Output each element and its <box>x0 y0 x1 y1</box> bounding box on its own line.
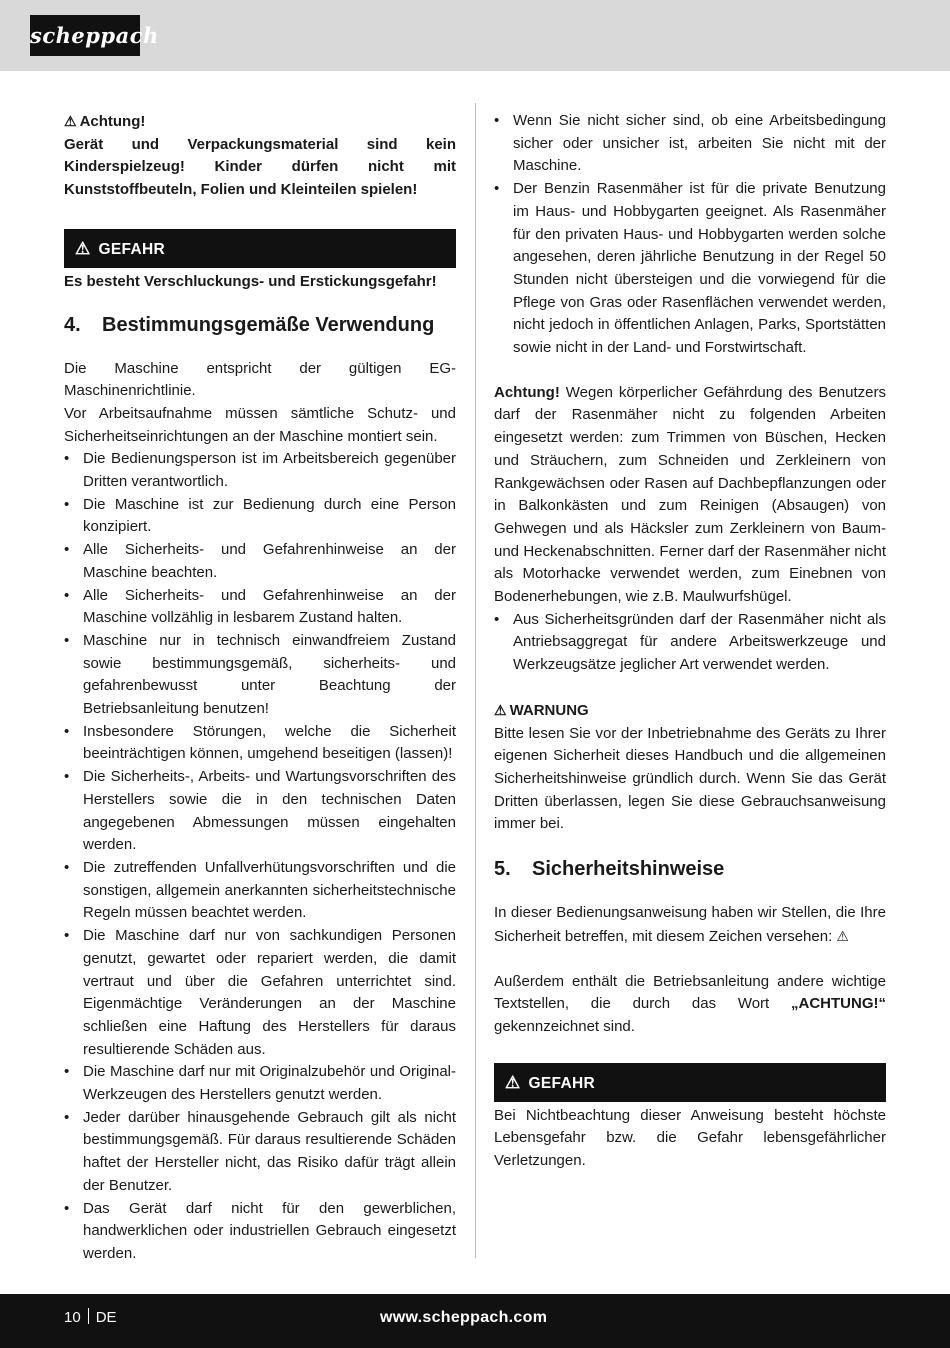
achtung-paragraph <box>494 382 886 609</box>
list-item: • Das Gerät darf nicht für den gewerblichen, handwerklichen oder industriellen Gebrauch eingesetzt werden. <box>64 1198 456 1266</box>
paragraph <box>494 902 886 948</box>
paragraph: Die Maschine entspricht der gültigen EG-Maschinenrichtlinie. <box>64 359 456 400</box>
list-item: • Aus Sicherheitsgründen darf der Rasenmäher nicht als Antriebsaggregat für andere Arbeitswerkzeuge und Werkzeugsätze jeglicher Art verwendet werden. <box>494 609 886 677</box>
page-number: 10 <box>64 1309 81 1326</box>
list-item: • Die Sicherheits-, Arbeits- und Wartungsvorschriften des Herstellers sowie die in den technischen Daten angegebenen Abmessungen müssen eingehalten werden. <box>64 766 456 857</box>
list-item: • Alle Sicherheits- und Gefahrenhinweise an der Maschine vollzählig in lesbarem Zustand halten. <box>64 585 456 630</box>
gefahr-text: Bei Nichtbeachtung dieser Anweisung besteht höchste Lebensgefahr bzw. die Gefahr lebensgefährlicher Verletzungen. <box>494 1106 886 1170</box>
paragraph: Vor Arbeitsaufnahme müssen sämtliche Schutz- und Sicherheitseinrichtungen an der Maschine montiert sein. <box>64 404 456 445</box>
warnung-text: Bitte lesen Sie vor der Inbetriebnahme des Geräts zu Ihrer eigenen Sicherheit dieses Handbuch und die allgemeinen Sicherheitshinweise gründlich durch. Wenn Sie das Gerät Dritten überlassen, legen Sie diese Gebrauchsanweisung immer bei. <box>494 724 886 833</box>
paragraph-text: gekennzeichnet sind. <box>494 1017 635 1035</box>
list-item: • Jeder darüber hinausgehende Gebrauch gilt als nicht bestimmungsgemäß. Für daraus resultierende Schäden haftet der Hersteller nicht, das Risiko dafür trägt allein der Benutzer. <box>64 1107 456 1198</box>
section-title: Sicherheitshinweise <box>532 858 725 881</box>
gefahr-banner <box>64 229 456 268</box>
list-item: • Die Maschine darf nur mit Originalzubehör und Original- Werkzeugen des Herstellers genutzt werden. <box>64 1061 456 1106</box>
paragraph-text: In dieser Bedienungsanweisung haben wir Stellen, die Ihre Sicherheit betreffen, mit diesem Zeichen versehen: <box>494 904 886 945</box>
list-item: • Die Bedienungsperson ist im Arbeitsbereich gegenüber Dritten verantwortlich. <box>64 448 456 493</box>
page-header <box>0 0 950 71</box>
list-item: • Die zutreffenden Unfallverhütungsvorschriften und die sonstigen, allgemein anerkannten sicherheitstechnische Regeln müssen beachtet werden. <box>64 857 456 925</box>
section-heading-5 <box>494 856 886 882</box>
warnung-label: WARNUNG <box>509 701 589 719</box>
list-item: • Die Maschine darf nur von sachkundigen Personen genutzt, gewartet oder repariert werden, die damit vertraut und über die Gefahren unterrichtet sind. Eigenmächtige Veränderungen an der Maschine schließen eine Haftung des Herstellers für daraus resultierende Schäden aus. <box>64 925 456 1061</box>
page-footer <box>0 1294 950 1348</box>
section-title: Bestimmungsgemäße Verwendung <box>102 313 435 336</box>
warning-triangle-icon: ⚠ <box>836 927 849 944</box>
warning-triangle-icon: ⚠ <box>494 701 507 718</box>
achtung-title: Achtung! <box>79 113 146 130</box>
list-item: • Wenn Sie nicht sicher sind, ob eine Arbeitsbedingung sicher oder unsicher ist, arbeiten Sie nicht mit der Maschine. <box>494 110 886 178</box>
achtung-label: Achtung! <box>494 383 560 401</box>
left-column <box>64 110 456 1266</box>
usage-list <box>64 448 456 1265</box>
warnung-heading <box>494 699 886 723</box>
column-divider <box>475 103 476 1258</box>
achtung-text: Wegen körperlicher Gefährdung des Benutzers darf der Rasenmäher nicht zu folgenden Arbeiten eingesetzt werden: zum Trimmen von Büschen, Hecken und Sträuchern, zum Schneiden und Zerkleinern von Rankgewächsen oder Rasen auf Dachbepflanzungen oder in Balkonkästen und zum Reinigen (Absaugen) von Gehwegen und als Häcksler zum Zerkleinern von Baum- und Heckenabschnitten. Ferner darf der Rasenmäher nicht als Motorhacke verwendet werden, zum Einebnen von Bodenerhebungen, wie z.B. Maulwurfshügel. <box>494 383 886 606</box>
gefahr-banner <box>494 1063 886 1102</box>
website-link[interactable]: www.scheppach.com <box>380 1309 548 1326</box>
separator <box>88 1308 89 1324</box>
section-heading-4 <box>64 312 456 338</box>
paragraph <box>494 971 886 1039</box>
warning-triangle-icon: ⚠ <box>64 113 77 129</box>
paragraph-text: Außerdem enthält die Betriebsanleitung andere wichtige Textstellen, die durch das Wort <box>494 972 886 1013</box>
language-code: DE <box>95 1309 117 1326</box>
page-number-block <box>64 1294 117 1342</box>
list-item: • Die Maschine ist zur Bedienung durch eine Person konzipiert. <box>64 494 456 539</box>
list-item: • Insbesondere Störungen, welche die Sicherheit beeinträchtigen können, umgehend beseitigen (lassen)! <box>64 721 456 766</box>
list-item: • Der Benzin Rasenmäher ist für die private Benutzung im Haus- und Hobbygarten geeignet. Als Rasenmäher für den privaten Haus- und Hobbygarten werden solche angesehen, deren jährliche Benutzung in der Regel 50 Stunden nicht übersteigen und die vorwiegend für die Pflege von Gras oder Rasenflächen verwendet werden, nicht jedoch in öffentlichen Anlagen, Parks, Sportstätten sowie nicht in der Land- und Forstwirtschaft. <box>494 178 886 360</box>
section-number: 5. <box>494 858 511 881</box>
achtung-heading <box>64 110 456 134</box>
list-item: • Alle Sicherheits- und Gefahrenhinweise an der Maschine beachten. <box>64 539 456 584</box>
section-number: 4. <box>64 313 81 336</box>
gefahr-label: GEFAHR <box>98 240 165 258</box>
usage-list-right <box>494 110 886 360</box>
gefahr-text: Es besteht Verschluckungs- und Erstickungsgefahr! <box>64 272 437 290</box>
achtung-word: „ACHTUNG!“ <box>791 995 886 1013</box>
right-column <box>494 110 886 1173</box>
scheppach-logo: scheppach <box>30 15 140 56</box>
warning-triangle-icon: ⚠ <box>505 1072 521 1092</box>
list-item: • Maschine nur in technisch einwandfreiem Zustand sowie bestimmungsgemäß, sicherheits- und gefahrenbewusst unter Beachtung der Betriebsanleitung benutzen! <box>64 630 456 721</box>
gefahr-label: GEFAHR <box>528 1074 595 1092</box>
usage-list-right-2 <box>494 609 886 677</box>
achtung-text: Gerät und Verpackungsmaterial sind kein Kinderspielzeug! Kinder dürfen nicht mit Kunststoffbeuteln, Folien und Kleinteilen spielen! <box>64 135 456 199</box>
warning-triangle-icon: ⚠ <box>75 238 91 258</box>
